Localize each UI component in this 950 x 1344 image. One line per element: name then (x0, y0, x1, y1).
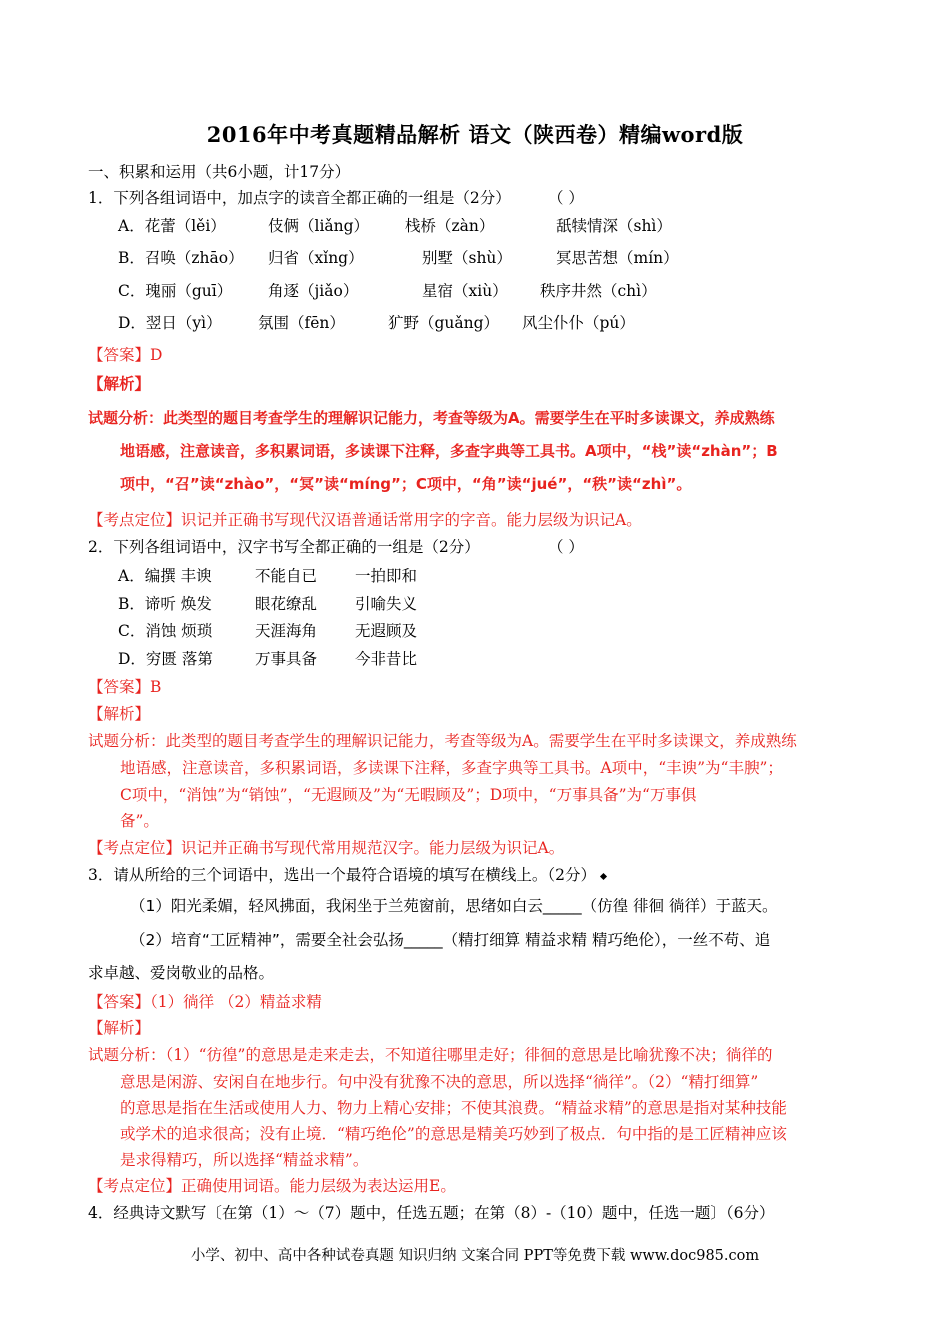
q4-stem: 4．经典诗文默写〔在第（1）～（7）题中，任选五题；在第（8）-（10）题中，任选一题〕（6分） (88, 1204, 775, 1222)
q3-stem-text: 3．请从所给的三个词语中，选出一个最符合语境的填写在横线上。（2分） (88, 866, 596, 884)
q3-stem (88, 865, 606, 885)
q1-analysis-label: 【解析】 (88, 374, 151, 393)
q1-option-b-3: 别墅（shù） (422, 249, 512, 267)
q1-option-c-1: C．瑰丽（guī） (118, 282, 233, 300)
q2-option-c-1: C．消蚀 烦琐 (118, 622, 213, 640)
q2-option-a-2: 不能自已 (255, 567, 318, 585)
q3-analysis-line-4: 或学术的追求很高；没有止境．“精巧绝伦”的意思是精美巧妙到了极点．句中指的是工匠精神应该 (120, 1125, 787, 1143)
q1-option-a-4: 舐犊情深（shì） (556, 217, 672, 235)
q3-analysis-line-5: 是求得精巧，所以选择“精益求精”。 (120, 1151, 369, 1169)
q2-option-d-3: 今非昔比 (355, 650, 418, 668)
page-footer: 小学、初中、高中各种试卷真题 知识归纳 文案合同 PPT等免费下载 www.doc985.com (190, 1248, 760, 1264)
q2-analysis-line-3: C项中，“消蚀”为“销蚀”，“无遐顾及”为“无暇顾及”；D项中，“万事具备”为“万事俱 (120, 786, 697, 804)
section-heading: 一、积累和运用（共6小题，计17分） (88, 163, 351, 181)
q2-option-b-1: B．谛听 焕发 (118, 595, 212, 613)
q3-answer: 【答案】（1）徜徉 （2）精益求精 (88, 993, 322, 1011)
q1-option-d-1: D．翌日（yì） (118, 314, 222, 332)
q1-option-b-2: 归省（xǐng） (268, 249, 364, 267)
q2-option-d-1: D．穷匮 落第 (118, 650, 213, 668)
q2-analysis-line-1: 试题分析：此类型的题目考查学生的理解识记能力，考查等级为A。需要学生在平时多读课文，养成熟练 (88, 732, 797, 750)
q1-option-a-1: A．花蕾（lěi） (118, 217, 226, 235)
q1-option-a-3: 栈桥（zàn） (405, 217, 495, 235)
q1-kaodian: 【考点定位】识记并正确书写现代汉语普通话常用字的字音。能力层级为识记A。 (88, 511, 642, 529)
q2-option-a-1: A．编撰 丰谀 (118, 567, 212, 585)
q1-option-a-2: 伎俩（liǎng） (268, 217, 370, 235)
q1-option-d-4: 风尘仆仆（pú） (522, 314, 635, 332)
q1-option-d-2: 氛围（fēn） (258, 314, 345, 332)
page-title: 2016年中考真题精品解析 语文（陕西卷）精编word版 (206, 122, 744, 147)
q2-option-c-2: 天涯海角 (255, 622, 318, 640)
q3-analysis-line-1: 试题分析：（1）“彷徨”的意思是走来走去，不知道往哪里走好；徘徊的意思是比喻犹豫不决；徜徉的 (88, 1046, 773, 1064)
q2-analysis-line-2: 地语感，注意读音，多积累词语，多读课下注释，多查字典等工具书。A项中，“丰谀”为“丰腴”； (120, 759, 783, 777)
q3-analysis-label: 【解析】 (88, 1019, 151, 1037)
q3-sub2-line-2: 求卓越、爱岗敬业的品格。 (88, 964, 275, 982)
q1-stem: 1．下列各组词语中，加点字的读音全都正确的一组是（2分） (88, 189, 511, 207)
q3-sub2-line-1: （2）培育“工匠精神”，需要全社会弘扬_____（精打细算 精益求精 精巧绝伦），一丝不苟、追 (130, 931, 771, 949)
q2-stem: 2．下列各组词语中，汉字书写全都正确的一组是（2分） (88, 538, 480, 556)
q1-analysis-line-1: 试题分析：此类型的题目考查学生的理解识记能力，考查等级为A。需要学生在平时多读课文，养成熟练 (88, 409, 775, 427)
q2-analysis-line-4: 备”。 (120, 812, 159, 830)
q2-option-c-3: 无遐顾及 (355, 622, 418, 640)
q2-option-d-2: 万事具备 (255, 650, 318, 668)
q2-option-b-3: 引喻失义 (355, 595, 418, 613)
q2-answer: 【答案】B (88, 678, 162, 696)
diamond-bullet-icon (600, 872, 607, 879)
q1-answer: 【答案】D (88, 346, 163, 364)
q1-option-c-3: 星宿（xiù） (422, 282, 508, 300)
q2-kaodian: 【考点定位】识记并正确书写现代常用规范汉字。能力层级为识记A。 (88, 839, 565, 857)
q1-option-b-1: B．召唤（zhāo） (118, 249, 244, 267)
q2-answer-paren: （ ） (548, 538, 584, 556)
q3-kaodian: 【考点定位】正确使用词语。能力层级为表达运用E。 (88, 1177, 456, 1195)
q3-sub1: （1）阳光柔媚，轻风拂面，我闲坐于兰苑窗前，思绪如白云_____（仿徨 徘徊 徜徉）于蓝天。 (130, 897, 778, 915)
q1-option-c-4: 秩序井然（chì） (540, 282, 657, 300)
q2-option-b-2: 眼花缭乱 (255, 595, 318, 613)
q1-analysis-line-3: 项中，“召”读“zhào”，“冥”读“míng”；C项中，“角”读“jué”，“秩”读“zhì”。 (120, 475, 692, 493)
q3-analysis-line-3: 的意思是指在生活或使用人力、物力上精心安排；不使其浪费。“精益求精”的意思是指对某种技能 (120, 1099, 787, 1117)
q2-option-a-3: 一拍即和 (355, 567, 418, 585)
q1-analysis-line-2: 地语感，注意读音，多积累词语，多读课下注释，多查字典等工具书。A项中，“栈”读“zhàn”；B (120, 442, 778, 460)
q2-analysis-label: 【解析】 (88, 705, 151, 723)
q1-option-c-2: 角逐（jiǎo） (268, 282, 359, 300)
q1-option-d-3: 犷野（guǎng） (388, 314, 500, 332)
q1-option-b-4: 冥思苦想（mín） (556, 249, 679, 267)
q1-answer-paren: （ ） (548, 189, 584, 207)
q3-analysis-line-2: 意思是闲游、安闲自在地步行。句中没有犹豫不决的意思，所以选择“徜徉”。（2）“精打细算” (120, 1073, 759, 1091)
